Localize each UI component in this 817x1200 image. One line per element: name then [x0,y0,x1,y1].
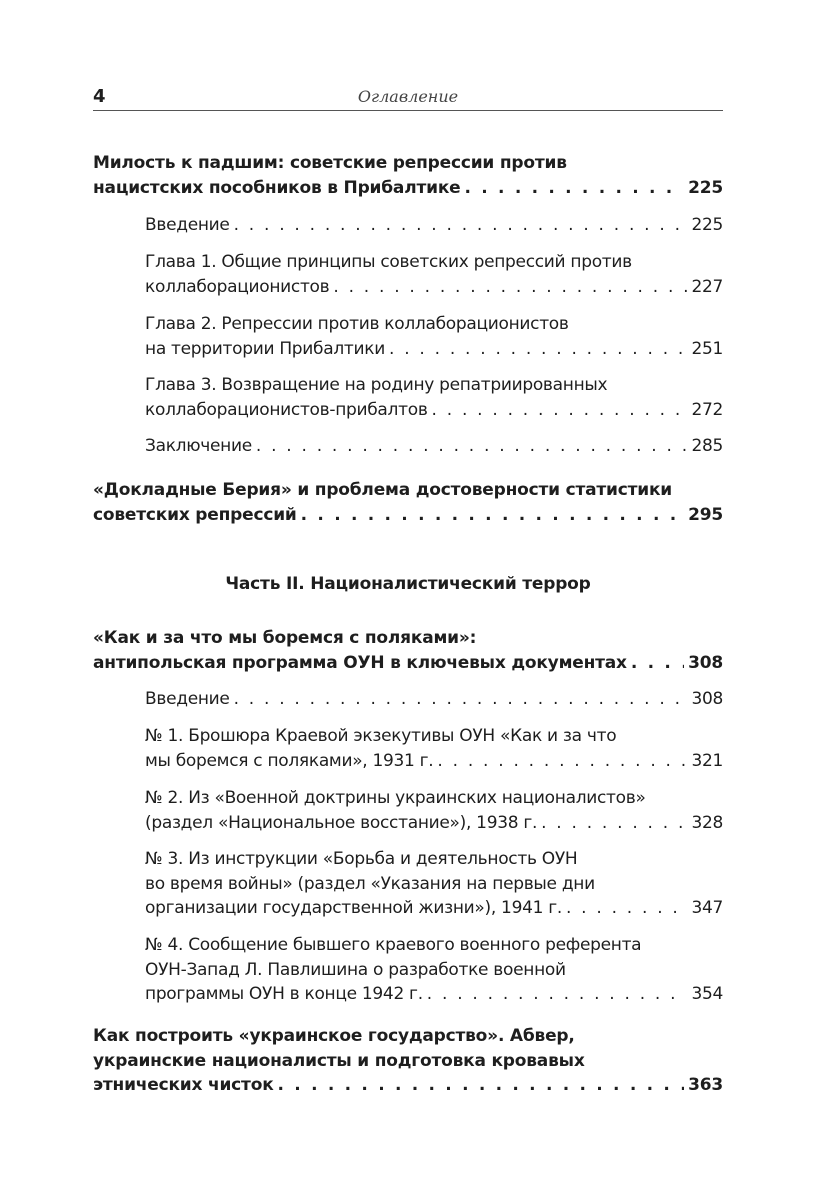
toc-entry-title: Введение [145,215,230,235]
leader-dots [301,503,684,528]
toc-page-number: 225 [691,215,723,235]
toc-entry[interactable] [145,434,723,459]
toc-entry[interactable] [145,373,723,422]
leader-dots [333,275,687,300]
toc-page-number: 295 [688,504,723,525]
toc-entry-line: украинские националисты и подготовка кровавых [93,1050,585,1071]
toc-entry-line: № 2. Из «Военной доктрины украинских националистов» [145,788,646,808]
toc-entry-title: коллаборационистов [145,276,330,297]
toc-page-number: 328 [691,812,723,833]
toc-entry[interactable] [93,478,723,527]
toc-entry-line: Как построить «украинское государство». Абвер, [93,1026,575,1046]
toc-page-number: 251 [691,338,723,359]
toc-entry-title: на территории Прибалтики [145,338,385,359]
part-title: Часть II. Националистический террор [225,574,591,594]
toc-page-number: 354 [691,984,723,1004]
toc-entry[interactable] [145,250,723,299]
leader-dots [566,896,687,921]
toc-entry-line: № 1. Брошюра Краевой экзекутивы ОУН «Как и за что [145,726,617,746]
toc-page-number: 272 [691,399,723,420]
toc-entry[interactable] [93,1024,723,1098]
toc-entry[interactable] [145,312,723,361]
toc-entry-title: организации государственной жизни»), 1941 г. [145,898,562,918]
leader-dots [464,176,684,201]
leader-dots [256,434,688,459]
leader-dots [541,811,687,836]
toc-entry[interactable] [145,933,723,1007]
toc-entry-line: № 3. Из инструкции «Борьба и деятельность ОУН [145,849,578,869]
leader-dots [234,687,688,712]
toc-page-number: 347 [691,898,723,918]
toc-page-number: 285 [691,436,723,456]
toc-entry-line: Глава 1. Общие принципы советских репрессий против [145,252,632,272]
toc-entry-title: коллаборационистов-прибалтов [145,399,428,420]
toc-page-number: 308 [691,689,723,709]
toc-entry-title: нацистских пособников в Прибалтике [93,177,461,198]
toc-entry-title: этнических чисток [93,1075,274,1095]
running-title: Оглавление [357,87,459,106]
toc-entry-line: ОУН-Запад Л. Павлишина о разработке военной [145,959,566,980]
toc-entry-line: Глава 3. Возвращение на родину репатриированных [145,375,608,395]
toc-page-number: 227 [691,276,723,297]
toc-page-number: 308 [688,652,723,673]
toc-entry-line: во время войны» (раздел «Указания на первые дни [145,873,595,894]
page-number: 4 [93,86,106,107]
toc-entry-line: № 4. Сообщение бывшего краевого военного референта [145,935,642,955]
toc-entry-line: Глава 2. Репрессии против коллаборационистов [145,314,569,334]
toc-entry-line: «Как и за что мы боремся с поляками»: [93,628,477,648]
toc-entry-line: «Докладные Берия» и проблема достоверности статистики [93,480,673,500]
toc-entry-title: (раздел «Национальное восстание»), 1938 г. [145,812,538,833]
toc-entry[interactable] [93,626,723,675]
toc-entry[interactable] [145,724,723,773]
toc-entry[interactable] [145,786,723,835]
toc-entry[interactable] [145,687,723,712]
toc-page-number: 225 [688,177,723,198]
toc-entry-title: антипольская программа ОУН в ключевых документах [93,652,627,673]
toc-entry[interactable] [93,151,723,200]
leader-dots [389,337,687,362]
toc-entry[interactable] [145,847,723,921]
toc-page-number: 321 [691,750,723,771]
toc-entry-title: советских репрессий [93,504,297,525]
toc-page-number: 363 [688,1075,723,1095]
leader-dots [234,213,688,238]
toc-entry-line: Милость к падшим: советские репрессии против [93,153,567,173]
toc-entry-title: программы ОУН в конце 1942 г. [145,984,423,1004]
toc-entry-title: мы боремся с поляками», 1931 г. [145,750,434,771]
leader-dots [437,749,687,774]
leader-dots [278,1073,685,1098]
toc-entry-title: Заключение [145,436,252,456]
toc-entry-title: Введение [145,689,230,709]
toc-entry[interactable] [145,213,723,238]
leader-dots [427,982,688,1007]
leader-dots [432,398,688,423]
page-header [93,86,723,111]
leader-dots [631,651,684,676]
